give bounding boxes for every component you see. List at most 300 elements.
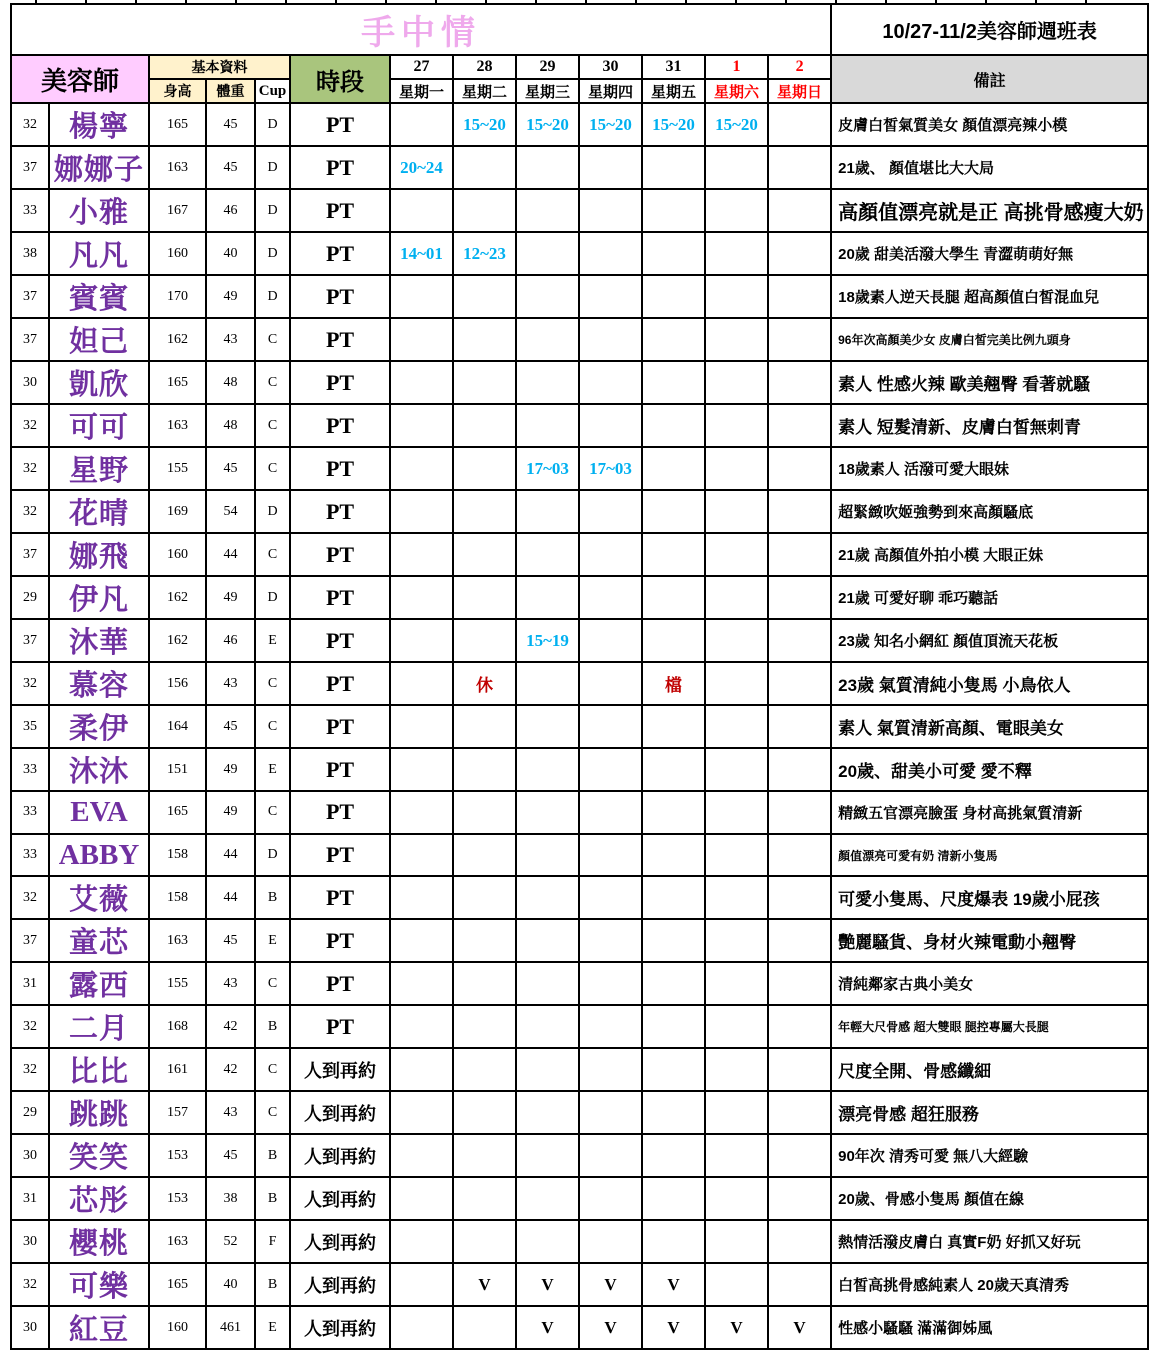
staff-row (11, 1306, 1148, 1349)
shift-type: PT (290, 404, 390, 447)
schedule-cell (705, 662, 768, 705)
note-text: 漂亮骨感 超狂服務 (831, 1091, 1148, 1134)
schedule-cell (768, 1134, 831, 1177)
schedule-cell (453, 275, 516, 318)
weight-value: 44 (206, 834, 255, 877)
weight-value: 45 (206, 705, 255, 748)
schedule-cell: 14~01 (390, 232, 453, 275)
schedule-cell (516, 490, 579, 533)
schedule-cell (453, 576, 516, 619)
schedule-cell (768, 1220, 831, 1263)
schedule-cell (453, 318, 516, 361)
row-number: 30 (11, 1306, 49, 1349)
staff-name: 花晴 (49, 490, 149, 533)
schedule-cell (390, 791, 453, 834)
schedule-cell (516, 146, 579, 189)
shift-type: PT (290, 876, 390, 919)
schedule-cell (642, 748, 705, 791)
schedule-cell (390, 962, 453, 1005)
note-text: 素人 性感火辣 歐美翹臀 看著就騷 (831, 361, 1148, 404)
cup-value: C (255, 361, 290, 404)
weight-value: 49 (206, 791, 255, 834)
staff-row (11, 404, 1148, 447)
schedule-cell (390, 619, 453, 662)
schedule-cell (705, 876, 768, 919)
schedule-cell (516, 791, 579, 834)
shift-header: 時段 (290, 55, 390, 103)
schedule-cell (642, 1134, 705, 1177)
height-value: 160 (149, 533, 206, 576)
schedule-cell (642, 189, 705, 232)
schedule-cell (705, 962, 768, 1005)
height-value: 160 (149, 232, 206, 275)
schedule-cell (516, 662, 579, 705)
schedule-cell (579, 318, 642, 361)
schedule-cell (768, 103, 831, 146)
shift-type: PT (290, 619, 390, 662)
schedule-cell: V (642, 1306, 705, 1349)
weight-value: 42 (206, 1005, 255, 1048)
height-header: 身高 (149, 79, 206, 103)
note-text: 尺度全開、骨感纖細 (831, 1048, 1148, 1091)
row-number: 32 (11, 490, 49, 533)
schedule-cell (390, 189, 453, 232)
schedule-cell (579, 962, 642, 1005)
schedule-cell (642, 447, 705, 490)
schedule-cell (579, 705, 642, 748)
schedule-cell (453, 834, 516, 877)
note-text: 年輕大尺骨感 超大雙眼 腿控專屬大長腿 (831, 1005, 1148, 1048)
height-value: 165 (149, 103, 206, 146)
schedule-cell (705, 447, 768, 490)
staff-name: 童芯 (49, 919, 149, 962)
schedule-cell (642, 1048, 705, 1091)
cup-value: D (255, 490, 290, 533)
shift-type: 人到再約 (290, 1177, 390, 1220)
schedule-cell (453, 962, 516, 1005)
day-weekday-header: 星期四 (579, 79, 642, 103)
schedule-cell (390, 876, 453, 919)
schedule-cell (453, 1306, 516, 1349)
schedule-cell (516, 404, 579, 447)
note-text: 21歲 可愛好聊 乖巧聽話 (831, 576, 1148, 619)
schedule-cell (768, 1263, 831, 1306)
row-number: 37 (11, 275, 49, 318)
schedule-cell (642, 232, 705, 275)
weight-value: 45 (206, 1134, 255, 1177)
staff-row (11, 1263, 1148, 1306)
weight-value: 46 (206, 189, 255, 232)
cup-value: B (255, 1263, 290, 1306)
height-value: 167 (149, 189, 206, 232)
cup-value: D (255, 103, 290, 146)
shift-type: 人到再約 (290, 1134, 390, 1177)
schedule-cell (768, 404, 831, 447)
schedule-cell: V (579, 1306, 642, 1349)
staff-name: EVA (49, 791, 149, 834)
schedule-cell (579, 1048, 642, 1091)
schedule-cell (768, 232, 831, 275)
shift-type: 人到再約 (290, 1220, 390, 1263)
weight-value: 52 (206, 1220, 255, 1263)
schedule-cell (768, 619, 831, 662)
height-value: 163 (149, 404, 206, 447)
shift-type: PT (290, 103, 390, 146)
staff-name: ABBY (49, 834, 149, 877)
row-number: 32 (11, 1048, 49, 1091)
schedule-cell (390, 404, 453, 447)
cup-value: E (255, 748, 290, 791)
row-number: 38 (11, 232, 49, 275)
schedule-cell: V (516, 1306, 579, 1349)
staff-row (11, 619, 1148, 662)
schedule-cell (453, 1134, 516, 1177)
cup-value: D (255, 189, 290, 232)
schedule-cell: V (579, 1263, 642, 1306)
note-text: 20歲、甜美小可愛 愛不釋 (831, 748, 1148, 791)
row-number: 33 (11, 189, 49, 232)
height-value: 162 (149, 576, 206, 619)
schedule-cell (705, 1263, 768, 1306)
staff-name: 笑笑 (49, 1134, 149, 1177)
staff-row (11, 1048, 1148, 1091)
schedule-cell (768, 834, 831, 877)
schedule-cell (768, 1005, 831, 1048)
schedule-cell (768, 576, 831, 619)
schedule-cell (768, 361, 831, 404)
notes-header: 備註 (831, 55, 1148, 103)
note-text: 性感小騷騷 滿滿御姊風 (831, 1306, 1148, 1349)
schedule-cell: 20~24 (390, 146, 453, 189)
staff-name: 艾薇 (49, 876, 149, 919)
schedule-cell (516, 1220, 579, 1263)
note-text: 艷麗騷貨、身材火辣電動小翹臀 (831, 919, 1148, 962)
height-value: 168 (149, 1005, 206, 1048)
schedule-cell (453, 919, 516, 962)
schedule-cell (705, 919, 768, 962)
staff-name: 凡凡 (49, 232, 149, 275)
schedule-cell (453, 748, 516, 791)
height-value: 164 (149, 705, 206, 748)
height-value: 169 (149, 490, 206, 533)
staff-row (11, 1091, 1148, 1134)
schedule-cell (768, 705, 831, 748)
weight-value: 46 (206, 619, 255, 662)
schedule-cell (390, 318, 453, 361)
schedule-cell: V (705, 1306, 768, 1349)
schedule-cell (516, 576, 579, 619)
staff-row (11, 318, 1148, 361)
cup-value: D (255, 834, 290, 877)
staff-name: 可樂 (49, 1263, 149, 1306)
schedule-cell (516, 919, 579, 962)
schedule-cell (705, 146, 768, 189)
note-text: 90年次 清秀可愛 無八大經驗 (831, 1134, 1148, 1177)
schedule-cell (579, 619, 642, 662)
schedule-cell (516, 189, 579, 232)
schedule-cell (579, 834, 642, 877)
shift-type: PT (290, 447, 390, 490)
cup-value: C (255, 791, 290, 834)
schedule-cell (705, 1220, 768, 1263)
row-number: 32 (11, 103, 49, 146)
schedule-cell (516, 834, 579, 877)
staff-row (11, 791, 1148, 834)
staff-name: 露西 (49, 962, 149, 1005)
schedule-cell (453, 1048, 516, 1091)
weight-value: 45 (206, 447, 255, 490)
schedule-cell (768, 1177, 831, 1220)
weight-value: 43 (206, 962, 255, 1005)
staff-name: 凱欣 (49, 361, 149, 404)
weight-value: 40 (206, 232, 255, 275)
row-number: 29 (11, 1091, 49, 1134)
staff-row (11, 705, 1148, 748)
day-weekday-header: 星期五 (642, 79, 705, 103)
height-value: 160 (149, 1306, 206, 1349)
schedule-cell (705, 318, 768, 361)
schedule-cell (642, 962, 705, 1005)
schedule-cell (579, 1177, 642, 1220)
schedule-cell (579, 490, 642, 533)
schedule-cell (453, 533, 516, 576)
staff-row (11, 103, 1148, 146)
schedule-cell (705, 791, 768, 834)
schedule-cell (453, 1005, 516, 1048)
schedule-cell (390, 1220, 453, 1263)
staff-row (11, 876, 1148, 919)
staff-name: 二月 (49, 1005, 149, 1048)
cup-value: C (255, 318, 290, 361)
schedule-cell (642, 1220, 705, 1263)
note-text: 超緊緻吹姬強勢到來高顏騷底 (831, 490, 1148, 533)
schedule-cell (705, 619, 768, 662)
schedule-cell (642, 576, 705, 619)
schedule-cell (579, 576, 642, 619)
schedule-cell (705, 1134, 768, 1177)
note-text: 皮膚白皙氣質美女 顏值漂亮辣小模 (831, 103, 1148, 146)
schedule-cell (453, 146, 516, 189)
schedule-cell (579, 748, 642, 791)
day-weekday-header: 星期六 (705, 79, 768, 103)
schedule-cell (390, 361, 453, 404)
schedule-cell (516, 748, 579, 791)
height-value: 163 (149, 146, 206, 189)
day-date-header: 1 (705, 55, 768, 79)
height-value: 165 (149, 791, 206, 834)
schedule-cell (516, 232, 579, 275)
weight-value: 43 (206, 1091, 255, 1134)
schedule-cell: 15~20 (516, 103, 579, 146)
height-value: 165 (149, 361, 206, 404)
staff-row (11, 662, 1148, 705)
height-value: 155 (149, 447, 206, 490)
cup-value: C (255, 962, 290, 1005)
schedule-cell (516, 318, 579, 361)
schedule-cell (642, 146, 705, 189)
schedule-cell (579, 404, 642, 447)
day-weekday-header: 星期日 (768, 79, 831, 103)
schedule-cell (390, 576, 453, 619)
row-number: 37 (11, 619, 49, 662)
schedule-cell: 15~20 (579, 103, 642, 146)
schedule-cell (579, 232, 642, 275)
staff-name: 紅豆 (49, 1306, 149, 1349)
staff-name: 跳跳 (49, 1091, 149, 1134)
schedule-cell (768, 318, 831, 361)
staff-row (11, 232, 1148, 275)
row-number: 33 (11, 748, 49, 791)
cup-value: C (255, 662, 290, 705)
shift-type: PT (290, 576, 390, 619)
height-value: 158 (149, 834, 206, 877)
staff-name: 芯彤 (49, 1177, 149, 1220)
day-weekday-header: 星期一 (390, 79, 453, 103)
weight-value: 44 (206, 876, 255, 919)
row-number: 35 (11, 705, 49, 748)
schedule-cell (516, 1048, 579, 1091)
schedule-cell (705, 533, 768, 576)
schedule-cell (516, 962, 579, 1005)
staff-name: 沐華 (49, 619, 149, 662)
schedule-cell (705, 834, 768, 877)
schedule-cell (768, 1091, 831, 1134)
schedule-cell (705, 490, 768, 533)
note-text: 顏值漂亮可愛有奶 清新小隻馬 (831, 834, 1148, 877)
shift-type: PT (290, 232, 390, 275)
schedule-cell (579, 1134, 642, 1177)
schedule-cell (642, 533, 705, 576)
weight-header: 體重 (206, 79, 255, 103)
cup-header: Cup (255, 79, 290, 103)
cup-value: D (255, 275, 290, 318)
schedule-cell (453, 705, 516, 748)
staff-row (11, 447, 1148, 490)
staff-name: 娜娜子 (49, 146, 149, 189)
schedule-cell: 15~20 (453, 103, 516, 146)
row-number: 29 (11, 576, 49, 619)
schedule-cell (390, 662, 453, 705)
schedule-cell (642, 705, 705, 748)
row-number: 32 (11, 404, 49, 447)
height-value: 165 (149, 1263, 206, 1306)
staff-row (11, 1005, 1148, 1048)
schedule-cell (453, 404, 516, 447)
staff-row (11, 146, 1148, 189)
note-text: 18歲素人逆天長腿 超高顏值白皙混血兒 (831, 275, 1148, 318)
schedule-cell (390, 919, 453, 962)
schedule-cell (705, 275, 768, 318)
weight-value: 45 (206, 146, 255, 189)
schedule-cell (768, 662, 831, 705)
note-text: 可愛小隻馬、尺度爆表 19歲小屁孩 (831, 876, 1148, 919)
page-title (11, 4, 831, 55)
schedule-cell (642, 1091, 705, 1134)
schedule-cell (579, 791, 642, 834)
schedule-cell (705, 361, 768, 404)
staff-row (11, 919, 1148, 962)
note-text: 熱情活潑皮膚白 真實F奶 好抓又好玩 (831, 1220, 1148, 1263)
height-value: 153 (149, 1134, 206, 1177)
cup-value: C (255, 705, 290, 748)
cup-value: D (255, 146, 290, 189)
day-date-header: 31 (642, 55, 705, 79)
weight-value: 54 (206, 490, 255, 533)
cup-value: C (255, 447, 290, 490)
staff-name: 賓賓 (49, 275, 149, 318)
day-weekday-header: 星期三 (516, 79, 579, 103)
schedule-cell (390, 1177, 453, 1220)
staff-row (11, 962, 1148, 1005)
note-text: 21歲 高顏值外拍小模 大眼正妹 (831, 533, 1148, 576)
height-value: 156 (149, 662, 206, 705)
schedule-cell (390, 1091, 453, 1134)
basic-info-header: 基本資料 (149, 55, 290, 79)
schedule-cell (516, 275, 579, 318)
row-number: 32 (11, 1263, 49, 1306)
schedule-cell: 檔 (642, 662, 705, 705)
row-number: 32 (11, 1005, 49, 1048)
schedule-cell (642, 490, 705, 533)
schedule-cell (579, 1005, 642, 1048)
schedule-cell (579, 146, 642, 189)
shift-type: 人到再約 (290, 1306, 390, 1349)
staff-row (11, 533, 1148, 576)
staff-name: 娜飛 (49, 533, 149, 576)
staff-name: 比比 (49, 1048, 149, 1091)
shift-type: 人到再約 (290, 1048, 390, 1091)
shift-type: PT (290, 146, 390, 189)
staff-name: 星野 (49, 447, 149, 490)
height-value: 170 (149, 275, 206, 318)
day-date-header: 29 (516, 55, 579, 79)
shift-type: PT (290, 1005, 390, 1048)
schedule-cell: V (516, 1263, 579, 1306)
schedule-cell (390, 1005, 453, 1048)
shift-type: PT (290, 318, 390, 361)
schedule-cell (768, 1048, 831, 1091)
schedule-cell (642, 791, 705, 834)
day-date-header: 30 (579, 55, 642, 79)
row-number: 30 (11, 361, 49, 404)
schedule-cell (453, 1220, 516, 1263)
weight-value: 43 (206, 318, 255, 361)
cup-value: D (255, 232, 290, 275)
cup-value: C (255, 533, 290, 576)
row-number: 31 (11, 962, 49, 1005)
schedule-cell (579, 361, 642, 404)
day-date-header: 2 (768, 55, 831, 79)
cup-value: B (255, 1005, 290, 1048)
schedule-cell (705, 1005, 768, 1048)
schedule-cell (642, 619, 705, 662)
schedule-cell: V (642, 1263, 705, 1306)
note-text: 20歲、骨感小隻馬 顏值在線 (831, 1177, 1148, 1220)
schedule-cell (579, 533, 642, 576)
shift-type: PT (290, 962, 390, 1005)
shift-type: PT (290, 533, 390, 576)
weight-value: 45 (206, 103, 255, 146)
schedule-cell (390, 1306, 453, 1349)
schedule-cell (390, 748, 453, 791)
row-number: 32 (11, 447, 49, 490)
schedule-cell: 15~19 (516, 619, 579, 662)
shift-type: PT (290, 361, 390, 404)
note-text: 素人 氣質清新高顏、電眼美女 (831, 705, 1148, 748)
schedule-cell (768, 275, 831, 318)
schedule-cell (579, 1220, 642, 1263)
staff-row (11, 576, 1148, 619)
